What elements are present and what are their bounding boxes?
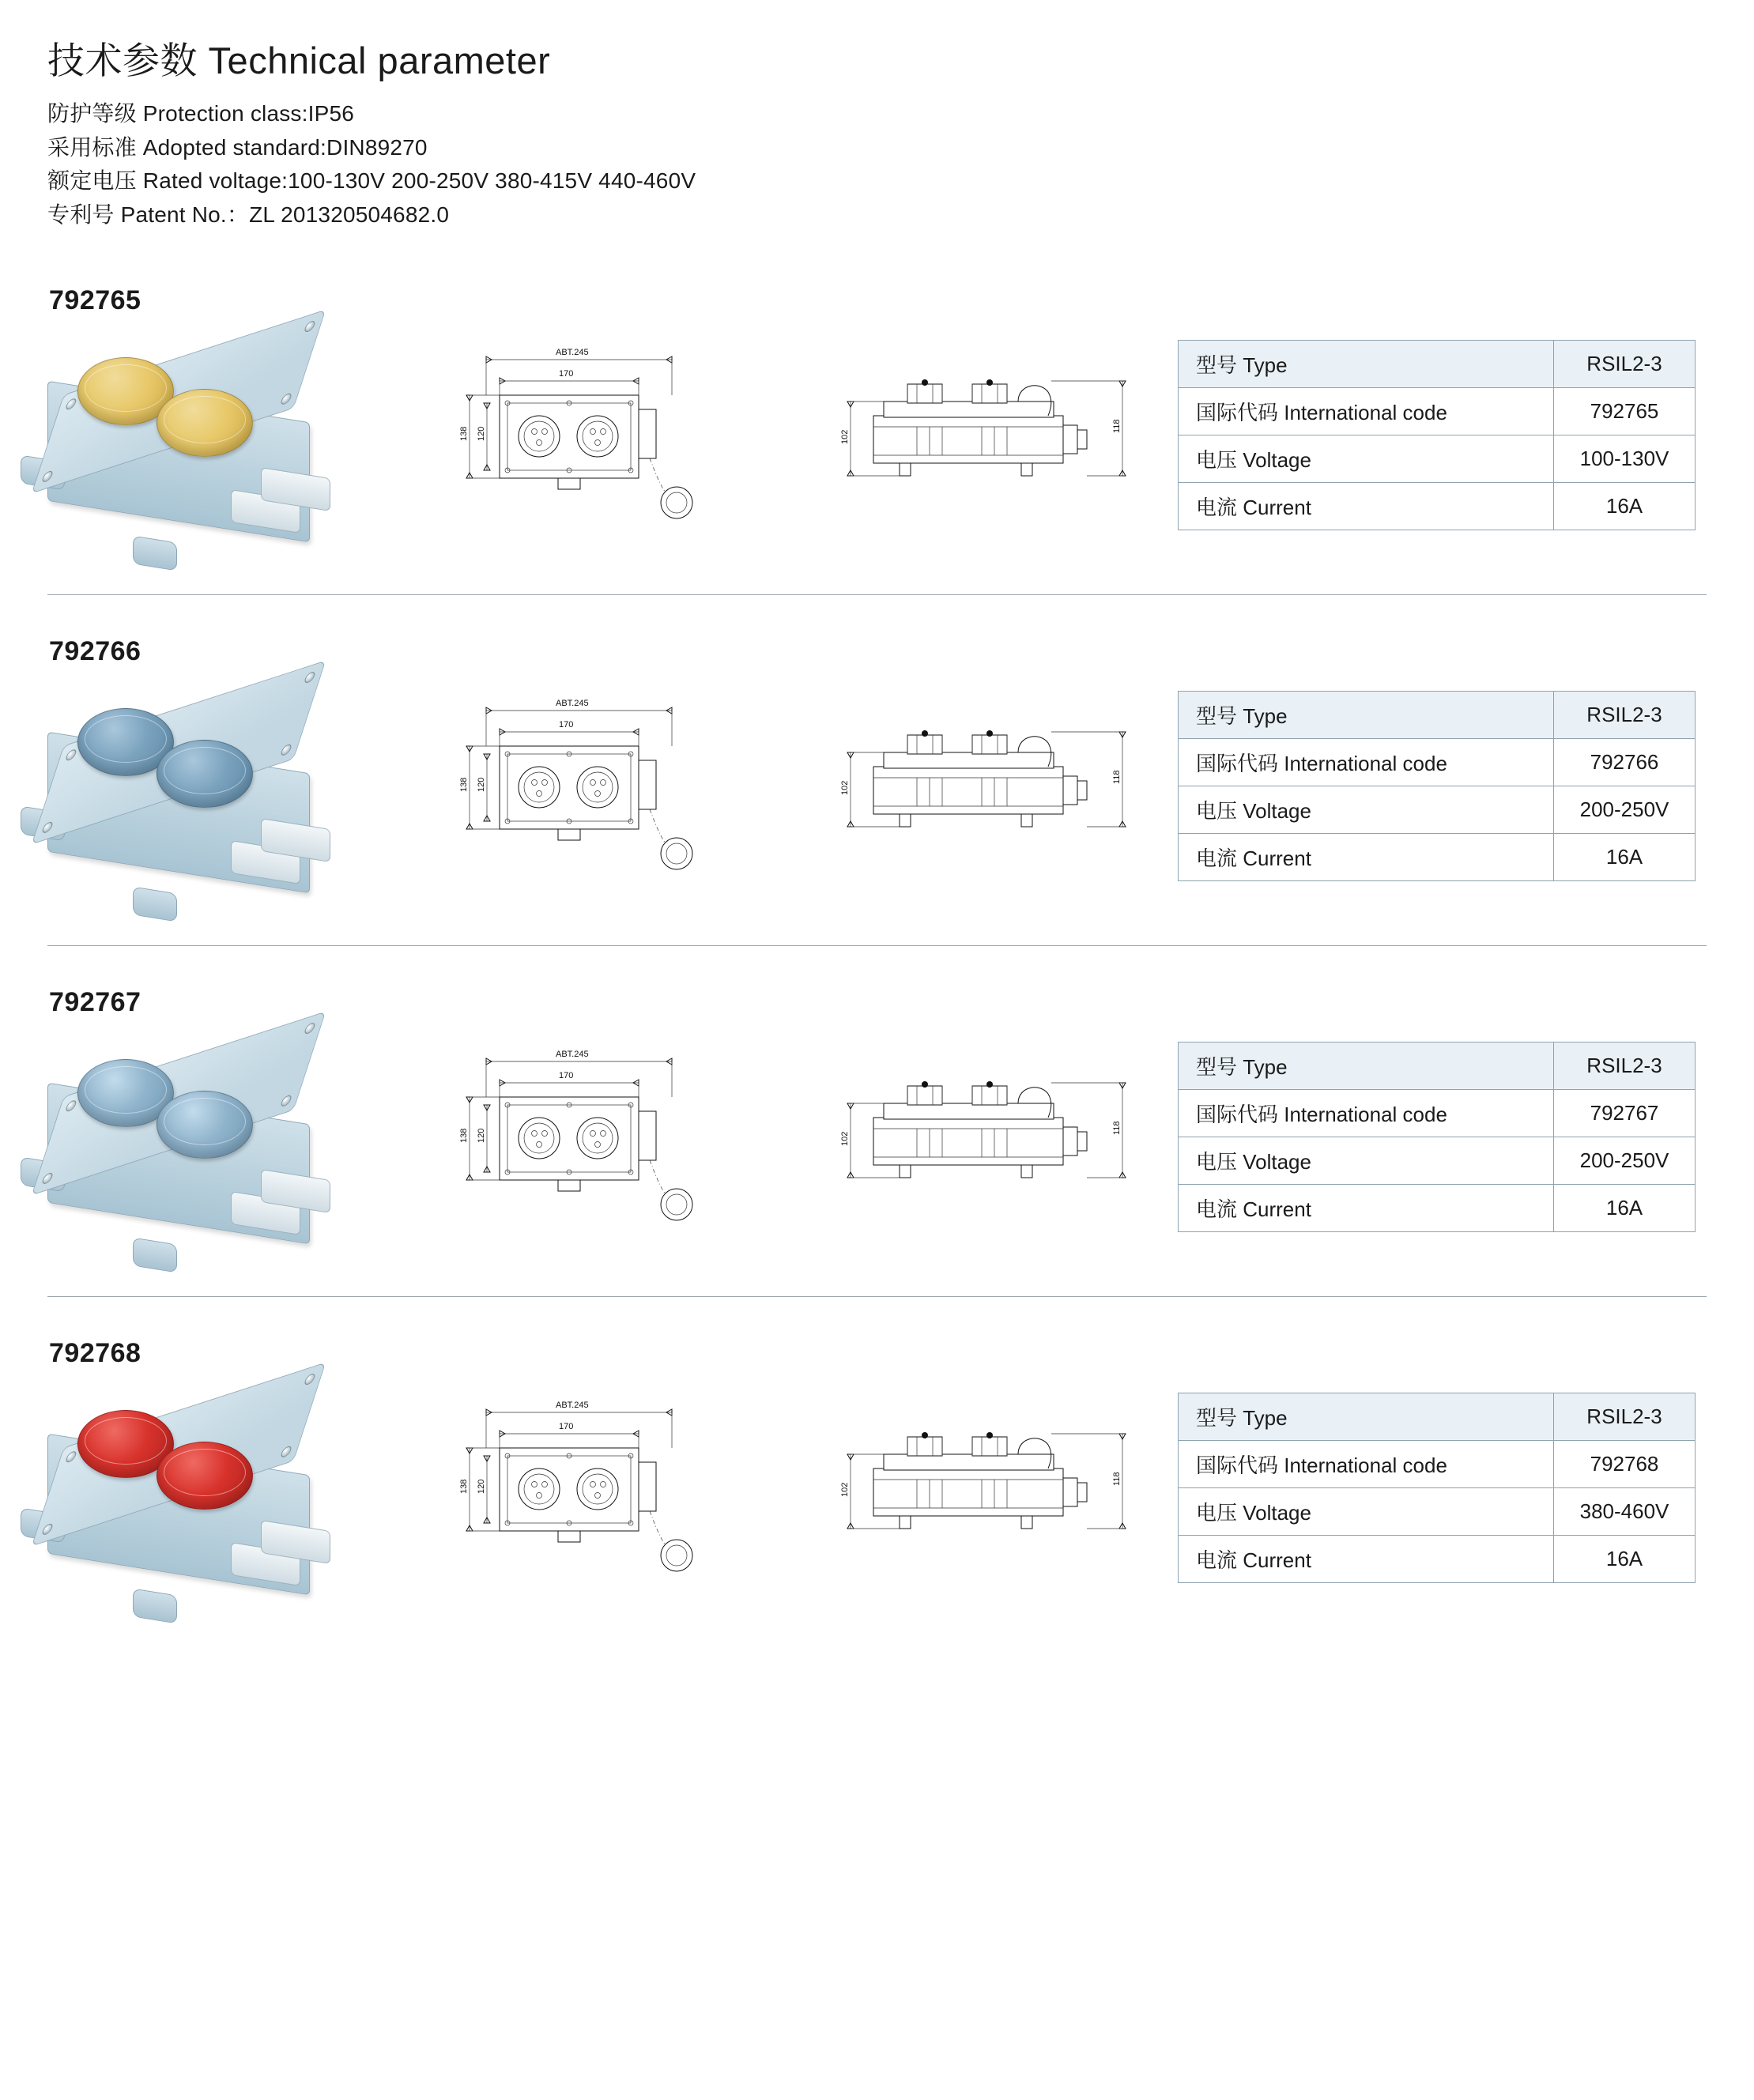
- section-divider: [47, 945, 1707, 946]
- spec-table: [1178, 1042, 1696, 1232]
- product-block-792767: [0, 987, 1754, 1279]
- table-row: [1179, 1185, 1696, 1232]
- drawing-side-view: [814, 340, 1162, 553]
- cell-value-code: 792768: [1554, 1441, 1696, 1488]
- product-photo: [16, 1042, 427, 1279]
- dim-102: 102: [840, 1131, 850, 1147]
- spec-table: [1178, 1393, 1696, 1583]
- table-row: [1179, 483, 1696, 530]
- screw-icon: [65, 398, 77, 411]
- spec-rated-voltage: 额定电压 Rated voltage:100-130V 200-250V 380-415V 440-460V: [47, 168, 696, 194]
- spec-table: [1178, 340, 1696, 530]
- section-divider: [47, 594, 1707, 595]
- socket-cap: [157, 1442, 253, 1510]
- table-row: [1179, 1137, 1696, 1185]
- screw-icon: [65, 748, 77, 762]
- cell-value-code: 792766: [1554, 739, 1696, 786]
- dim-abt: ABT.245: [556, 699, 589, 709]
- drawing-front-cell: [443, 340, 814, 553]
- drawing-front-cell: [443, 1393, 814, 1606]
- cell-value-type: RSIL2-3: [1554, 1042, 1696, 1090]
- cell-label-code: 国际代码 International code: [1179, 1441, 1554, 1488]
- screw-icon: [280, 743, 292, 756]
- mounting-lug-right: [133, 536, 177, 571]
- drawing-front-view: [443, 340, 775, 553]
- spec-table-cell: [1178, 691, 1754, 881]
- cell-label-voltage: 电压 Voltage: [1179, 1137, 1554, 1185]
- table-row: [1179, 1042, 1696, 1090]
- table-row: [1179, 388, 1696, 435]
- cell-label-current: 电流 Current: [1179, 483, 1554, 530]
- drawing-front-view: [443, 1042, 775, 1255]
- dim-102: 102: [840, 780, 850, 796]
- dim-170: 170: [559, 369, 574, 379]
- dim-170: 170: [559, 1422, 574, 1432]
- cell-value-voltage: 200-250V: [1554, 786, 1696, 834]
- cell-label-voltage: 电压 Voltage: [1179, 435, 1554, 483]
- screw-icon: [41, 1522, 54, 1536]
- screw-icon: [41, 820, 54, 834]
- dim-abt: ABT.245: [556, 348, 589, 358]
- screw-icon: [280, 1094, 292, 1107]
- spec-table-cell: [1178, 1042, 1754, 1232]
- mounting-lug-right: [133, 1238, 177, 1273]
- table-row: [1179, 1441, 1696, 1488]
- cell-label-type: 型号 Type: [1179, 1393, 1554, 1441]
- product-photo-cell: [0, 691, 443, 928]
- screw-icon: [65, 1450, 77, 1464]
- dim-170: 170: [559, 720, 574, 730]
- cell-value-current: 16A: [1554, 834, 1696, 881]
- spec-adopted-standard: 采用标准 Adopted standard:DIN89270: [47, 134, 428, 160]
- socket-cap: [157, 1091, 253, 1159]
- dim-120: 120: [477, 1128, 486, 1144]
- dim-138: 138: [459, 1479, 469, 1495]
- screw-icon: [41, 469, 54, 483]
- drawing-front-view: [443, 691, 775, 904]
- dim-118: 118: [1112, 1472, 1122, 1487]
- table-row: [1179, 1090, 1696, 1137]
- cell-label-type: 型号 Type: [1179, 341, 1554, 388]
- drawing-side-view: [814, 1393, 1162, 1606]
- dim-118: 118: [1112, 1121, 1122, 1136]
- cell-label-current: 电流 Current: [1179, 834, 1554, 881]
- table-row: [1179, 1536, 1696, 1583]
- product-title: 792767: [49, 987, 141, 1018]
- dim-102: 102: [840, 429, 850, 445]
- spec-table-cell: [1178, 340, 1754, 530]
- cell-label-code: 国际代码 International code: [1179, 1090, 1554, 1137]
- drawing-side-cell: [814, 1042, 1178, 1255]
- screw-icon: [65, 1099, 77, 1113]
- screw-icon: [280, 1445, 292, 1458]
- cell-value-voltage: 380-460V: [1554, 1488, 1696, 1536]
- table-row: [1179, 1393, 1696, 1441]
- page-title: 技术参数 Technical parameter: [47, 40, 551, 81]
- cell-value-current: 16A: [1554, 1536, 1696, 1583]
- socket-cap: [157, 389, 253, 457]
- table-row: [1179, 1488, 1696, 1536]
- spec-patent-no: 专利号 Patent No.：ZL 201320504682.0: [47, 202, 450, 227]
- cell-label-type: 型号 Type: [1179, 1042, 1554, 1090]
- spec-protection-class: 防护等级 Protection class:IP56: [47, 101, 354, 126]
- dim-138: 138: [459, 426, 469, 442]
- product-photo-cell: [0, 1042, 443, 1279]
- product-photo: [16, 1393, 427, 1630]
- dim-abt: ABT.245: [556, 1050, 589, 1060]
- drawing-front-cell: [443, 1042, 814, 1255]
- dim-abt: ABT.245: [556, 1401, 589, 1411]
- drawing-front-view: [443, 1393, 775, 1606]
- dim-138: 138: [459, 777, 469, 793]
- product-title: 792768: [49, 1338, 141, 1369]
- cell-value-current: 16A: [1554, 483, 1696, 530]
- drawing-side-cell: [814, 691, 1178, 904]
- screw-icon: [304, 320, 316, 334]
- mounting-lug-right: [133, 887, 177, 922]
- dim-102: 102: [840, 1482, 850, 1498]
- product-title: 792765: [49, 285, 141, 316]
- screw-icon: [304, 1022, 316, 1035]
- dim-120: 120: [477, 777, 486, 793]
- cell-label-voltage: 电压 Voltage: [1179, 1488, 1554, 1536]
- spec-table: [1178, 691, 1696, 881]
- cell-value-type: RSIL2-3: [1554, 341, 1696, 388]
- mounting-lug-right: [133, 1589, 177, 1624]
- cell-label-voltage: 电压 Voltage: [1179, 786, 1554, 834]
- cell-value-voltage: 100-130V: [1554, 435, 1696, 483]
- dim-138: 138: [459, 1128, 469, 1144]
- drawing-side-view: [814, 1042, 1162, 1255]
- table-row: [1179, 692, 1696, 739]
- screw-icon: [304, 1373, 316, 1386]
- cell-value-type: RSIL2-3: [1554, 692, 1696, 739]
- product-block-792766: [0, 636, 1754, 928]
- screw-icon: [41, 1171, 54, 1185]
- table-row: [1179, 834, 1696, 881]
- dim-120: 120: [477, 426, 486, 442]
- product-photo: [16, 691, 427, 928]
- drawing-side-cell: [814, 340, 1178, 553]
- spec-table-cell: [1178, 1393, 1754, 1583]
- drawing-side-view: [814, 691, 1162, 904]
- section-divider: [47, 1296, 1707, 1297]
- screw-icon: [304, 671, 316, 684]
- cell-value-code: 792765: [1554, 388, 1696, 435]
- cell-value-voltage: 200-250V: [1554, 1137, 1696, 1185]
- table-row: [1179, 786, 1696, 834]
- cell-label-code: 国际代码 International code: [1179, 388, 1554, 435]
- page-header: [0, 0, 1754, 232]
- cell-value-current: 16A: [1554, 1185, 1696, 1232]
- cell-value-type: RSIL2-3: [1554, 1393, 1696, 1441]
- drawing-front-cell: [443, 691, 814, 904]
- screw-icon: [280, 392, 292, 405]
- dim-120: 120: [477, 1479, 486, 1495]
- product-title: 792766: [49, 636, 141, 667]
- dim-118: 118: [1112, 770, 1122, 785]
- table-row: [1179, 739, 1696, 786]
- product-photo-cell: [0, 1393, 443, 1630]
- cell-label-current: 电流 Current: [1179, 1185, 1554, 1232]
- cell-value-code: 792767: [1554, 1090, 1696, 1137]
- product-photo: [16, 340, 427, 577]
- product-block-792765: [0, 285, 1754, 577]
- product-photo-cell: [0, 340, 443, 577]
- product-block-792768: [0, 1338, 1754, 1630]
- cell-label-type: 型号 Type: [1179, 692, 1554, 739]
- socket-cap: [157, 740, 253, 808]
- drawing-side-cell: [814, 1393, 1178, 1606]
- dim-118: 118: [1112, 419, 1122, 434]
- dim-170: 170: [559, 1071, 574, 1081]
- table-row: [1179, 435, 1696, 483]
- table-row: [1179, 341, 1696, 388]
- cell-label-code: 国际代码 International code: [1179, 739, 1554, 786]
- cell-label-current: 电流 Current: [1179, 1536, 1554, 1583]
